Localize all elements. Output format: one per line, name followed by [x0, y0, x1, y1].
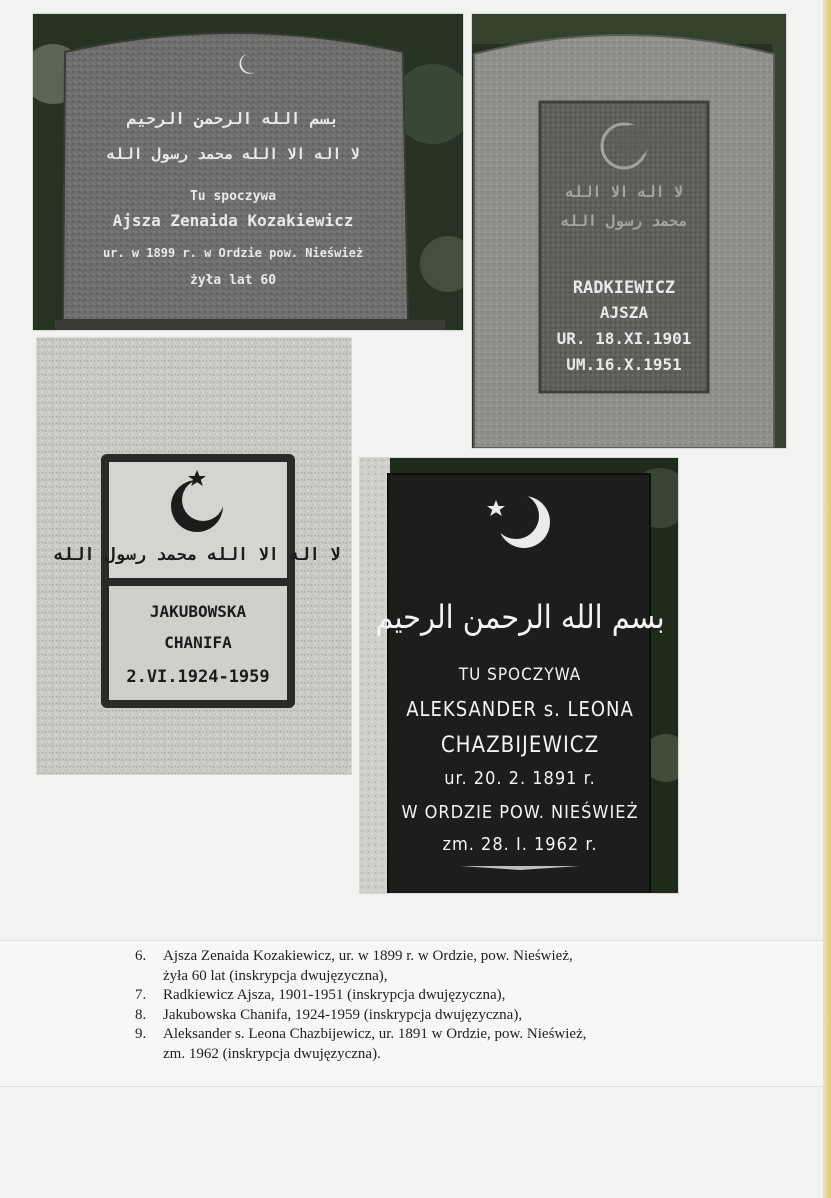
photo-gravestone-6: [33, 14, 463, 330]
photo-9-line-5: W ORDZIE POW. NIEŚWIEŻ: [401, 802, 639, 823]
caption-number: 9.: [135, 1026, 147, 1042]
caption-text: żyła 60 lat (inskrypcja dwujęzyczna),: [163, 967, 388, 984]
caption-number: 8.: [135, 1006, 147, 1023]
photo-8-arabic: لا اله الا الله محمد رسول الله: [53, 545, 341, 565]
photo-9-line-4: ur. 20. 2. 1891 r.: [444, 768, 596, 789]
svg-text:محمد رسول الله: محمد رسول الله: [560, 212, 688, 230]
photo-gravestone-7: [472, 14, 786, 448]
photo-gravestone-8: [37, 338, 351, 774]
caption-item-6: [135, 947, 695, 986]
photo-6-line-4: żyła lat 60: [189, 273, 277, 288]
caption-text: Jakubowska Chanifa, 1924-1959 (inskrypcja dwujęzyczna),: [163, 1006, 523, 1023]
photo-9-line-2: ALEKSANDER s. LEONA: [406, 697, 634, 721]
photo-6-line-2: Ajsza Zenaida Kozakiewicz: [112, 211, 354, 230]
photo-8-line-2: CHANIFA: [164, 633, 232, 652]
photo-7-line-3: UR. 18.XI.1901: [556, 329, 692, 348]
photo-6-line-3: ur. w 1899 r. w Ordzie pow. Nieśwież: [102, 246, 364, 260]
caption-list: [135, 947, 695, 1064]
photo-8-line-3: 2.VI.1924-1959: [126, 667, 270, 687]
photo-6-line-1: Tu spoczywa: [189, 189, 277, 204]
caption-number: 6.: [135, 948, 147, 964]
caption-text: Ajsza Zenaida Kozakiewicz, ur. w 1899 r. w Ordzie, pow. Nieśwież,: [163, 948, 573, 964]
photo-7-line-2: AJSZA: [599, 303, 649, 322]
caption-text: Radkiewicz Ajsza, 1901-1951 (inskrypcja dwujęzyczna),: [163, 987, 506, 1003]
page-edge: [823, 0, 831, 1198]
svg-text:لا اله الا الله: لا اله الا الله: [565, 183, 683, 201]
photo-6-arabic-line-1: بسم الله الرحمن الرحيم: [127, 109, 339, 128]
caption-text: Aleksander s. Leona Chazbijewicz, ur. 1891 w Ordzie, pow. Nieśwież,: [163, 1026, 587, 1042]
caption-text: zm. 1962 (inskrypcja dwujęzyczna).: [163, 1045, 381, 1062]
caption-item-8: [135, 1006, 695, 1026]
photo-gravestone-9: [360, 458, 678, 893]
photo-7-line-4: UM.16.X.1951: [566, 355, 682, 374]
caption-number: 7.: [135, 987, 147, 1003]
photo-9-line-1: TU SPOCZYWA: [458, 665, 582, 685]
photo-7-line-1: RADKIEWICZ: [572, 278, 676, 298]
caption-item-7: [135, 986, 695, 1006]
photo-8-line-1: JAKUBOWSKA: [149, 602, 247, 621]
caption-item-9: [135, 1025, 695, 1064]
photo-9-line-6: zm. 28. I. 1962 r.: [442, 834, 598, 855]
photo-9-line-3: CHAZBIJEWICZ: [440, 733, 600, 758]
photo-9-arabic: بسم الله الرحمن الرحيم: [375, 598, 665, 636]
photo-6-arabic-line-2: لا اله الا الله محمد رسول الله: [106, 145, 360, 163]
